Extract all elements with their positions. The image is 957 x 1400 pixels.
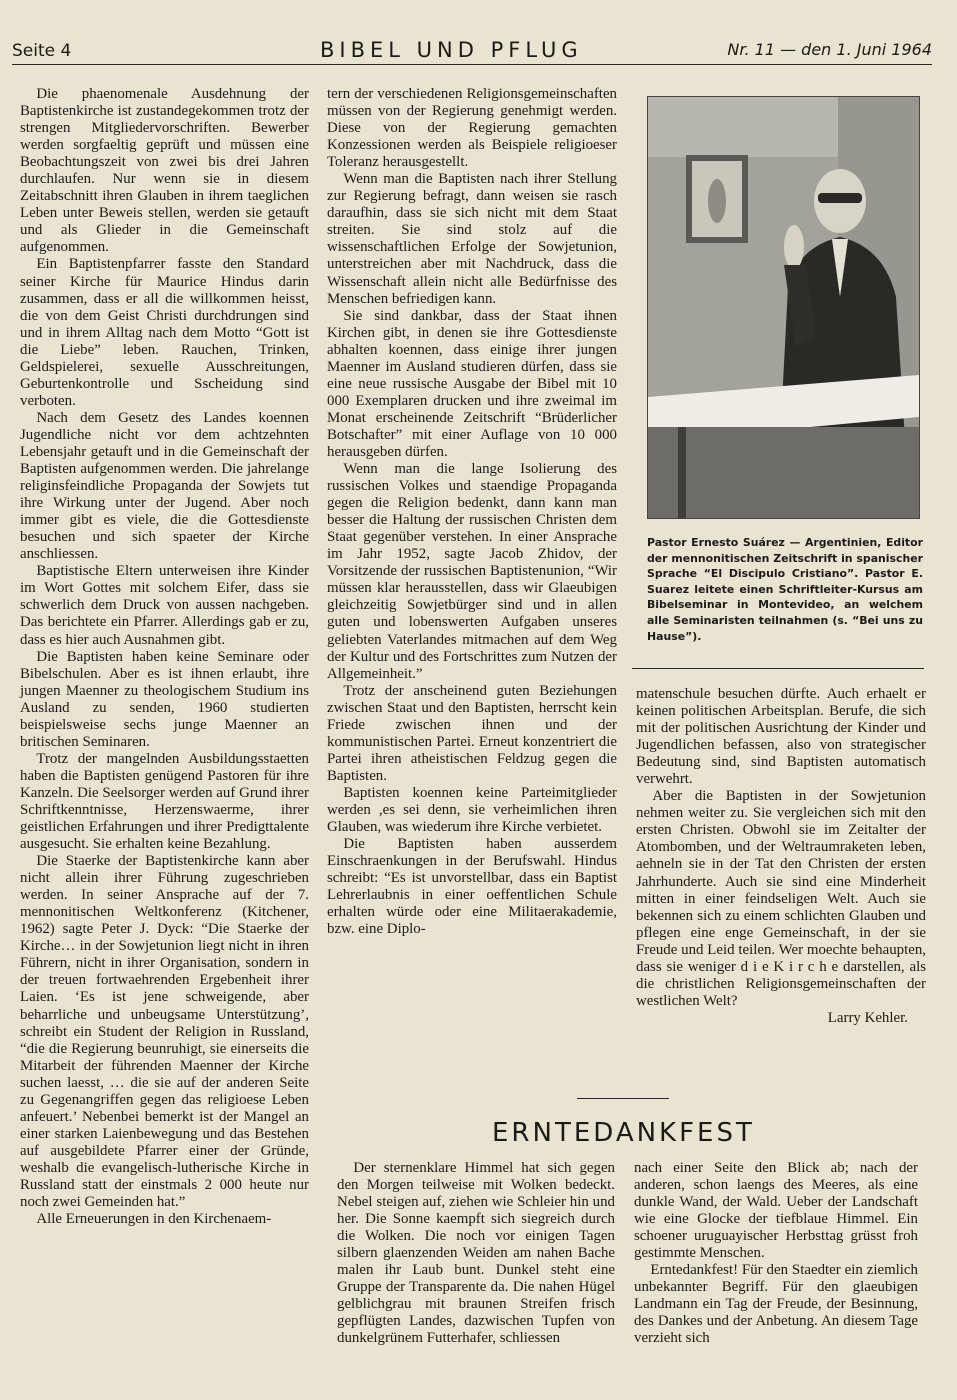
photo-caption: Pastor Ernesto Suárez — Argentinien, Editor der mennonitischen Zeitschrift in spanischer Sprache “El Discipulo Cristiano”. Pastor E. Suarez leitete einen Schriftleiter-Kursus am Bibelseminar in Montevideo, an welchem alle Seminaristen teilnahmen (s. “Bei uns zu Hause”). [647, 536, 923, 643]
paragraph: Nach dem Gesetz des Landes koennen Jugendliche nicht vor dem achtzehnten Lebensjahr getauft und in die Gemeinschaft der Baptisten aufgenommen werden. Die jahrelange religinsfeindliche Propaganda der Sowjets tut ihre Wirkung unter der Jugend. Aber noch immer gibt es viele, die die Gottesdienste besuchen und sich spaeter der Kirche anschliessen. [20, 409, 309, 563]
paragraph: tern der verschiedenen Religionsgemeinschaften müssen von der Regierung genehmigt werden. Diese von der Regierung gemachten Konzessionen werden als Beispiele religioeser Toleranz herausgestellt. [327, 86, 617, 171]
paragraph: Die Baptisten haben keine Seminare oder Bibelschulen. Aber es ist ihnen erlaubt, ihre jungen Maenner zu theologischem Studium ins Ausland zu senden, 1960 studierten beispielsweise sechs junge Maenner an britischen Seminaren. [20, 648, 309, 750]
paragraph: Aber die Baptisten in der Sowjetunion nehmen weiter zu. Sie vergleichen sich mit den ersten Christen. Obwohl sie im Zeitalter der Atombomben, und der Weltraumraketen leben, aehneln sie in der Tat den Christen der ersten Jahrhunderte. Auch sie sind eine Minderheit mitten in einer feindseligen Welt. Auch sie bekennen sich zu einem schlichten Glauben und pflegen eine enge Gemeinschaft, in der sie Freude und Leid teilen. Wer moechte behaupten, dass sie weniger d i e K i r c h e darstellen, als die christlichen Religionsgemeinschaften der westlichen Welt? [636, 788, 926, 1009]
paragraph: Die Staerke der Baptistenkirche kann aber nicht allein ihrer Führung zugeschrieben werden. In seiner Ansprache auf der 7. mennonitischen Weltkonferenz (Kitchener, 1962) sagte Peter J. Dyck: “Die Staerke der Kirche… in der Sowjetunion liegt nicht in ihren Führern, nicht in ihrer Organisation, sondern in der treuen fortwaehrenden Ergebenheit ihrer Laien. ‘Es ist jene schweigende, aber beharrliche und unbeugsame Unterstützung’, schreibt ein Student der Religion in Russland, “die die Regierung beunruhigt, sie einerseits die Mitarbeit der führenden Maenner der Kirche suchen laesst, … die sie auf der anderen Seite zu Gegenangriffen gegen das religioese Leben anfeuert.’ Nebenbei bemerkt ist der Mangel an einer starken Laienbewegung und das Bestehen auf ausgebildete Pfarrer einer der Gründe, weshalb die evangelisch-lutherische Kirche in Russland statt der einstmals 2 000 heute nur noch zwei Gemeinden hat.” [20, 853, 309, 1211]
masthead-title: BIBEL UND PFLUG [320, 38, 583, 62]
paragraph: Ein Baptistenpfarrer fasste den Standard seiner Kirche für Maurice Hindus darin zusammen, dass er all die willkommen heisst, die von dem Geist Christi durchdrungen sind und in ihrem Alltag nach dem Motto “Gott ist die Liebe” leben. Rauchen, Trinken, Geldspielerei, sexuelle Ausschreitungen, Geburtenkontrolle und Sscheidung sind verboten. [20, 256, 309, 409]
article2-column-2 [634, 1160, 918, 1348]
paragraph: Baptistische Eltern unterweisen ihre Kinder im Wort Gottes mit solchem Eifer, dass sie schwerlich dem Druck von aussen nachgeben. Das berichtete ein Pfarrer. Allerdings gab er zu, dass es hier auch Ausnahmen gibt. [20, 563, 309, 648]
article-column-2 [327, 86, 617, 1086]
paragraph: Wenn man die Baptisten nach ihrer Stellung zur Regierung befragt, dann weisen sie rasch daraufhin, dass sie sich nicht mit dem Staat streiten. Sie sind stolz auf die wissenschaftlichen Erfolge der Sowjetunion, unterstreichen aber mit Nachdruck, dass die Wissenschaft allein nicht alle Bedürfnisse des Menschen befriedigen kann. [327, 171, 617, 307]
paragraph: Wenn man die lange Isolierung des russischen Volkes und staendige Propaganda gegen die Religion bedenkt, dann kann man besser die Haltung der russischen Christen dem Staat gegenüber verstehen. In einer Ansprache im Jahr 1952, sagte Jacob Zhidov, der Vorsitzende der russischen Baptistenunion, “Wir müssen klar herausstellen, dass wir Glaeubigen gleichzeitig Sowjetbürger sind und in allen guten und lobenswerten Aufgaben unseres geliebten Vaterlandes mitmachen auf dem Weg der Kultur und des Fortschrittes zum Nutzen der Allgemeinheit.” [327, 461, 617, 682]
paragraph: Trotz der anscheinend guten Beziehungen zwischen Staat und den Baptisten, herrscht kein Friede zwischen ihnen und der kommunistischen Partei. Erneut konzentriert die Partei ihren atheistischen Feldzug gegen die Baptisten. [327, 682, 617, 784]
caption-divider [632, 668, 924, 669]
page-header [12, 38, 932, 65]
article-divider [577, 1098, 669, 1099]
issue-date: Nr. 11 — den 1. Juni 1964 [727, 40, 932, 59]
page-number: Seite 4 [12, 41, 72, 61]
paragraph: Trotz der mangelnden Ausbildungsstaetten haben die Baptisten genügend Pastoren für ihre Kanzeln. Die Seelsorger werden auf Grund ihrer Schriftkenntnisse, Herzenswaerme, ihrer geistlichen Erfahrungen und ihrer Predigttalente ausgesucht. Sie erhalten keine Bezahlung. [20, 750, 309, 853]
paragraph: Die phaenomenale Ausdehnung der Baptistenkirche ist zustandegekommen trotz der strengen Mitgliedervorschriften. Bewerber werden sorgfaeltig geprüft und müssen eine Beobachtungszeit von zwei bis drei Jahren durchlaufen. Nur wenn sie in diesem Zeitabschnitt ihren Glauben in ihrem taeglichen Leben unter Beweis stellen, werden sie getauft und als Glieder in die Gemeinschaft aufgenommen. [20, 86, 309, 256]
pastor-photo [647, 96, 920, 519]
author-signature: Larry Kehler. [827, 1009, 908, 1026]
paragraph: matenschule besuchen dürfte. Auch erhaelt er keinen politischen Arbeitsplan. Berufe, die sich mit der politischen Ausrichtung der Kinder und Jugendlichen befassen, also von strategischer Bedeutung sind, sind Baptisten automatisch verwehrt. [636, 686, 926, 788]
paragraph: nach einer Seite den Blick ab; nach der anderen, schon laengs des Meeres, als eine dunkle Wand, der Wald. Ueber der Landschaft wie eine Glocke der tiefblaue Himmel. Ein schoener uruguayischer Herbsttag grüsst froh gestimmte Menschen. [634, 1160, 918, 1262]
article-column-3 [636, 686, 926, 1027]
paragraph: Sie sind dankbar, dass der Staat ihnen Kirchen gibt, in denen sie ihre Gottesdienste abhalten koennen, dass einige ihrer jungen Maenner im Ausland studieren dürfen, dass sie eine neue russische Ausgabe der Bibel mit 10 000 Exemplaren drucken und ihre zweimal im Monat erscheinende Zeitschrift “Brüderlicher Botschafter” mit einer Auflage von 10 000 herausgeben dürfen. [327, 307, 617, 460]
article2-title: ERNTEDANKFEST [492, 1118, 755, 1148]
photo-illustration [648, 97, 919, 518]
article-column-1 [20, 86, 309, 1386]
article2-column-1 [337, 1160, 615, 1348]
paragraph: Die Baptisten haben ausserdem Einschraenkungen in der Berufswahl. Hindus schreibt: “Es ist unvorstellbar, dass ein Baptist Lehrerlaubnis in einer oeffentlichen Schule erhalten würde oder eine Militaerakademie, bzw. eine Diplo- [327, 836, 617, 938]
paragraph: Baptisten koennen keine Parteimitglieder werden ,es sei denn, sie verheimlichen ihren Glauben, was wiederum ihre Kirche verbietet. [327, 784, 617, 836]
paragraph: Erntedankfest! Für den Staedter ein ziemlich unbekannter Begriff. Für den glaeubigen Landmann ein Tag der Freude, der Besinnung, des Dankes und der Anbetung. An diesem Tage verzieht sich [634, 1262, 918, 1347]
paragraph: Alle Erneuerungen in den Kirchenaem- [36, 1211, 272, 1228]
paragraph: Der sternenklare Himmel hat sich gegen den Morgen teilweise mit Wolken bedeckt. Nebel steigen auf, ziehen wie Schleier hin und her. Die Sonne kaempft sich siegreich durch die Wolken. Die noch vor einigen Tagen silbern glaenzenden Weiden am nahen Bache malen ihr Laub bunt. Dunkel steht eine Gruppe der Transparente da. Die nahen Hügel gelblichgrau mit braunen Streifen frisch gepflügten Landes, dazwischen Tupfen von dunkelgrünem Futterhafer, schliessen [337, 1160, 615, 1347]
